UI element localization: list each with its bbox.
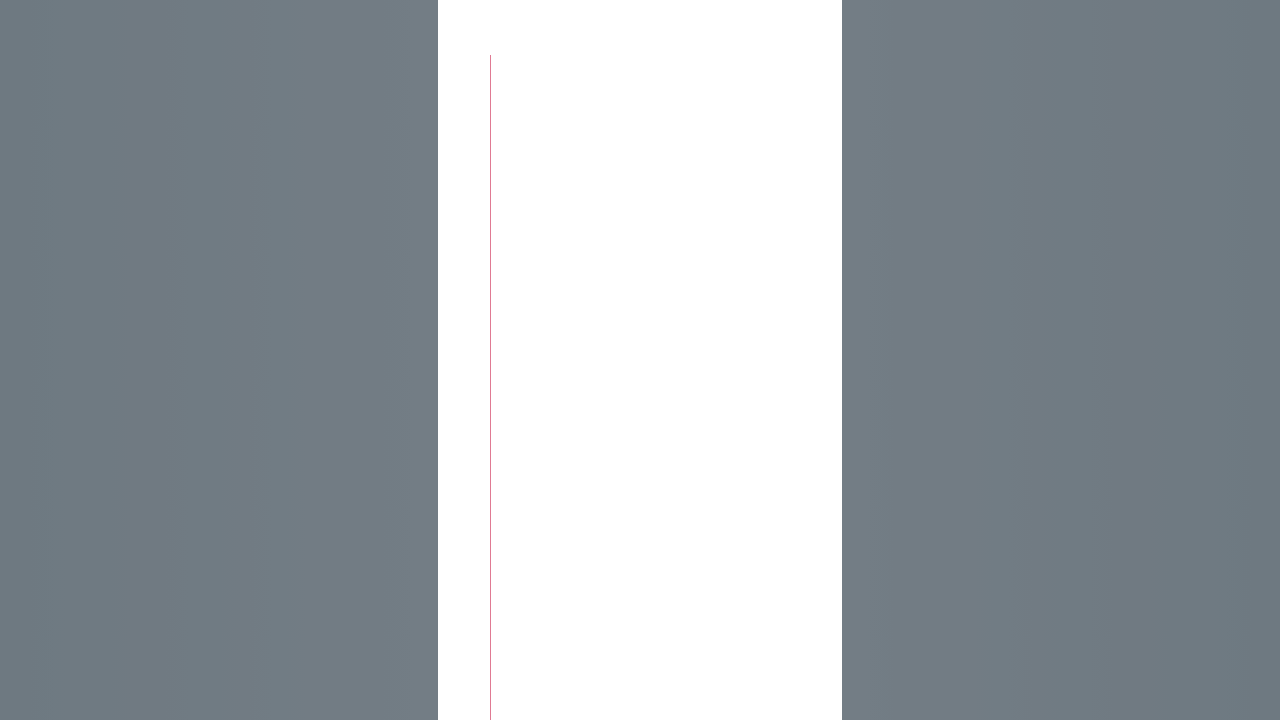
- blurred-background-left: [0, 0, 438, 720]
- margin-line: [490, 55, 491, 720]
- notebook-page: [438, 0, 842, 720]
- blurred-background-right: [842, 0, 1280, 720]
